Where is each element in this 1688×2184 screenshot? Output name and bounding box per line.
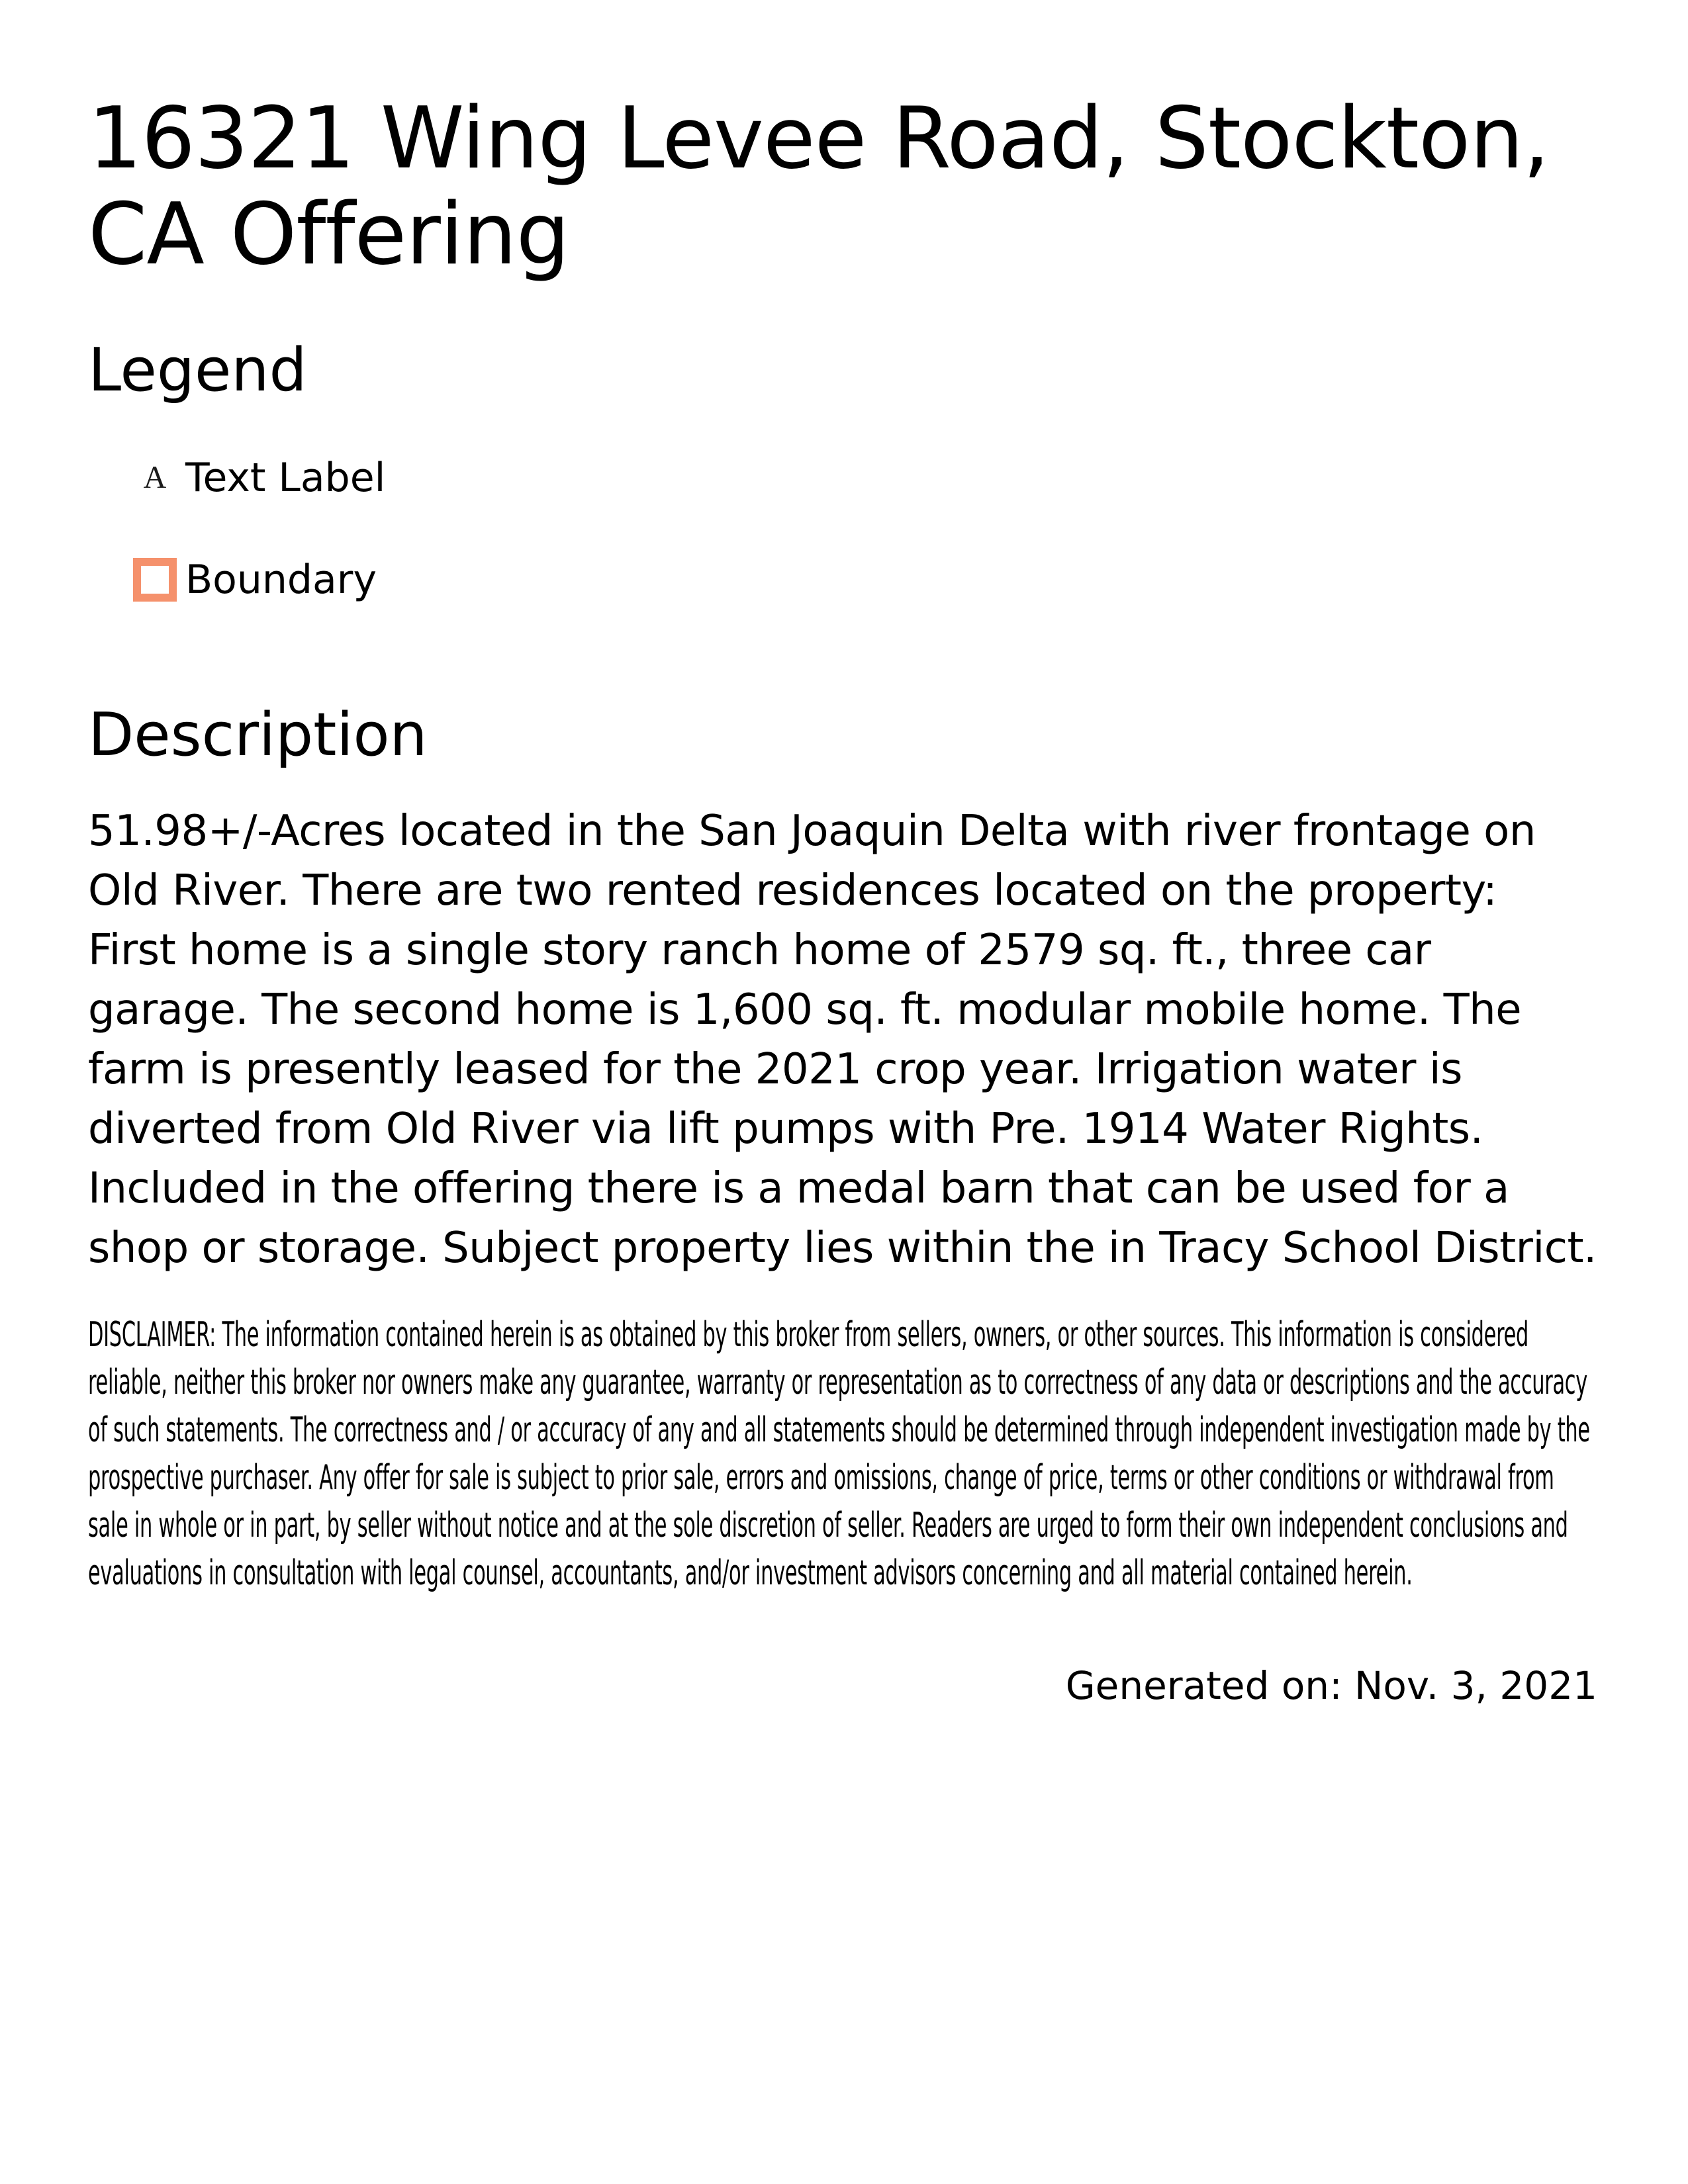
legend-item-label: Boundary [185,557,377,603]
disclaimer-section [88,1311,1597,1645]
boundary-icon [133,558,177,602]
legend-item-label: Text Label [185,455,386,501]
legend-item-boundary [124,557,1597,603]
description-text: 51.98+/-Acres located in the San Joaquin Delta with river frontage on Old River. There are two rented residences located on the property: First home is a single story ranch home of 2579 sq. ft., three car garage. The second home is 1,600 sq. ft. modular mobile home. The farm is presently leased for the 2021 crop year. Irrigation water is diverted from Old River via lift pumps with Pre. 1914 Water Rights. Included in the offering there is a medal barn that can be used for a shop or storage. Subject property lies within the in Tracy School District. [88,807,1597,1273]
text-label-icon: A [143,460,167,495]
legend-item-text-label [124,455,1597,501]
description-heading: Description [88,700,428,770]
generated-on-timestamp: Generated on: Nov. 3, 2021 [1065,1663,1597,1708]
legend-heading: Legend [88,336,307,405]
page-title: 16321 Wing Levee Road, Stockton, CA Offering [88,89,1550,284]
disclaimer-text: DISCLAIMER: The information contained herein is as obtained by this broker from sellers, owners, or other sources. This information is considered reliable, neither this broker nor owners make any guarantee, warranty or representation as to correctness of any data or descriptions and the accuracy of such statements. The correctness and / or accuracy of any and all statements should be determined through independent investigation made by the prospective purchaser. Any offer for sale is subject to prior sale, errors and omissions, change of price, terms or other conditions or withdrawal from sale in whole or in part, by seller without notice and at the sole discretion of seller. Readers are urged to form their own independent conclusions and evaluations in consultation with legal counsel, accountants, and/or investment advisors concerning and all material contained herein. [88,1315,1590,1593]
legend-icon-column [124,462,185,494]
legend-icon-column [124,558,185,602]
